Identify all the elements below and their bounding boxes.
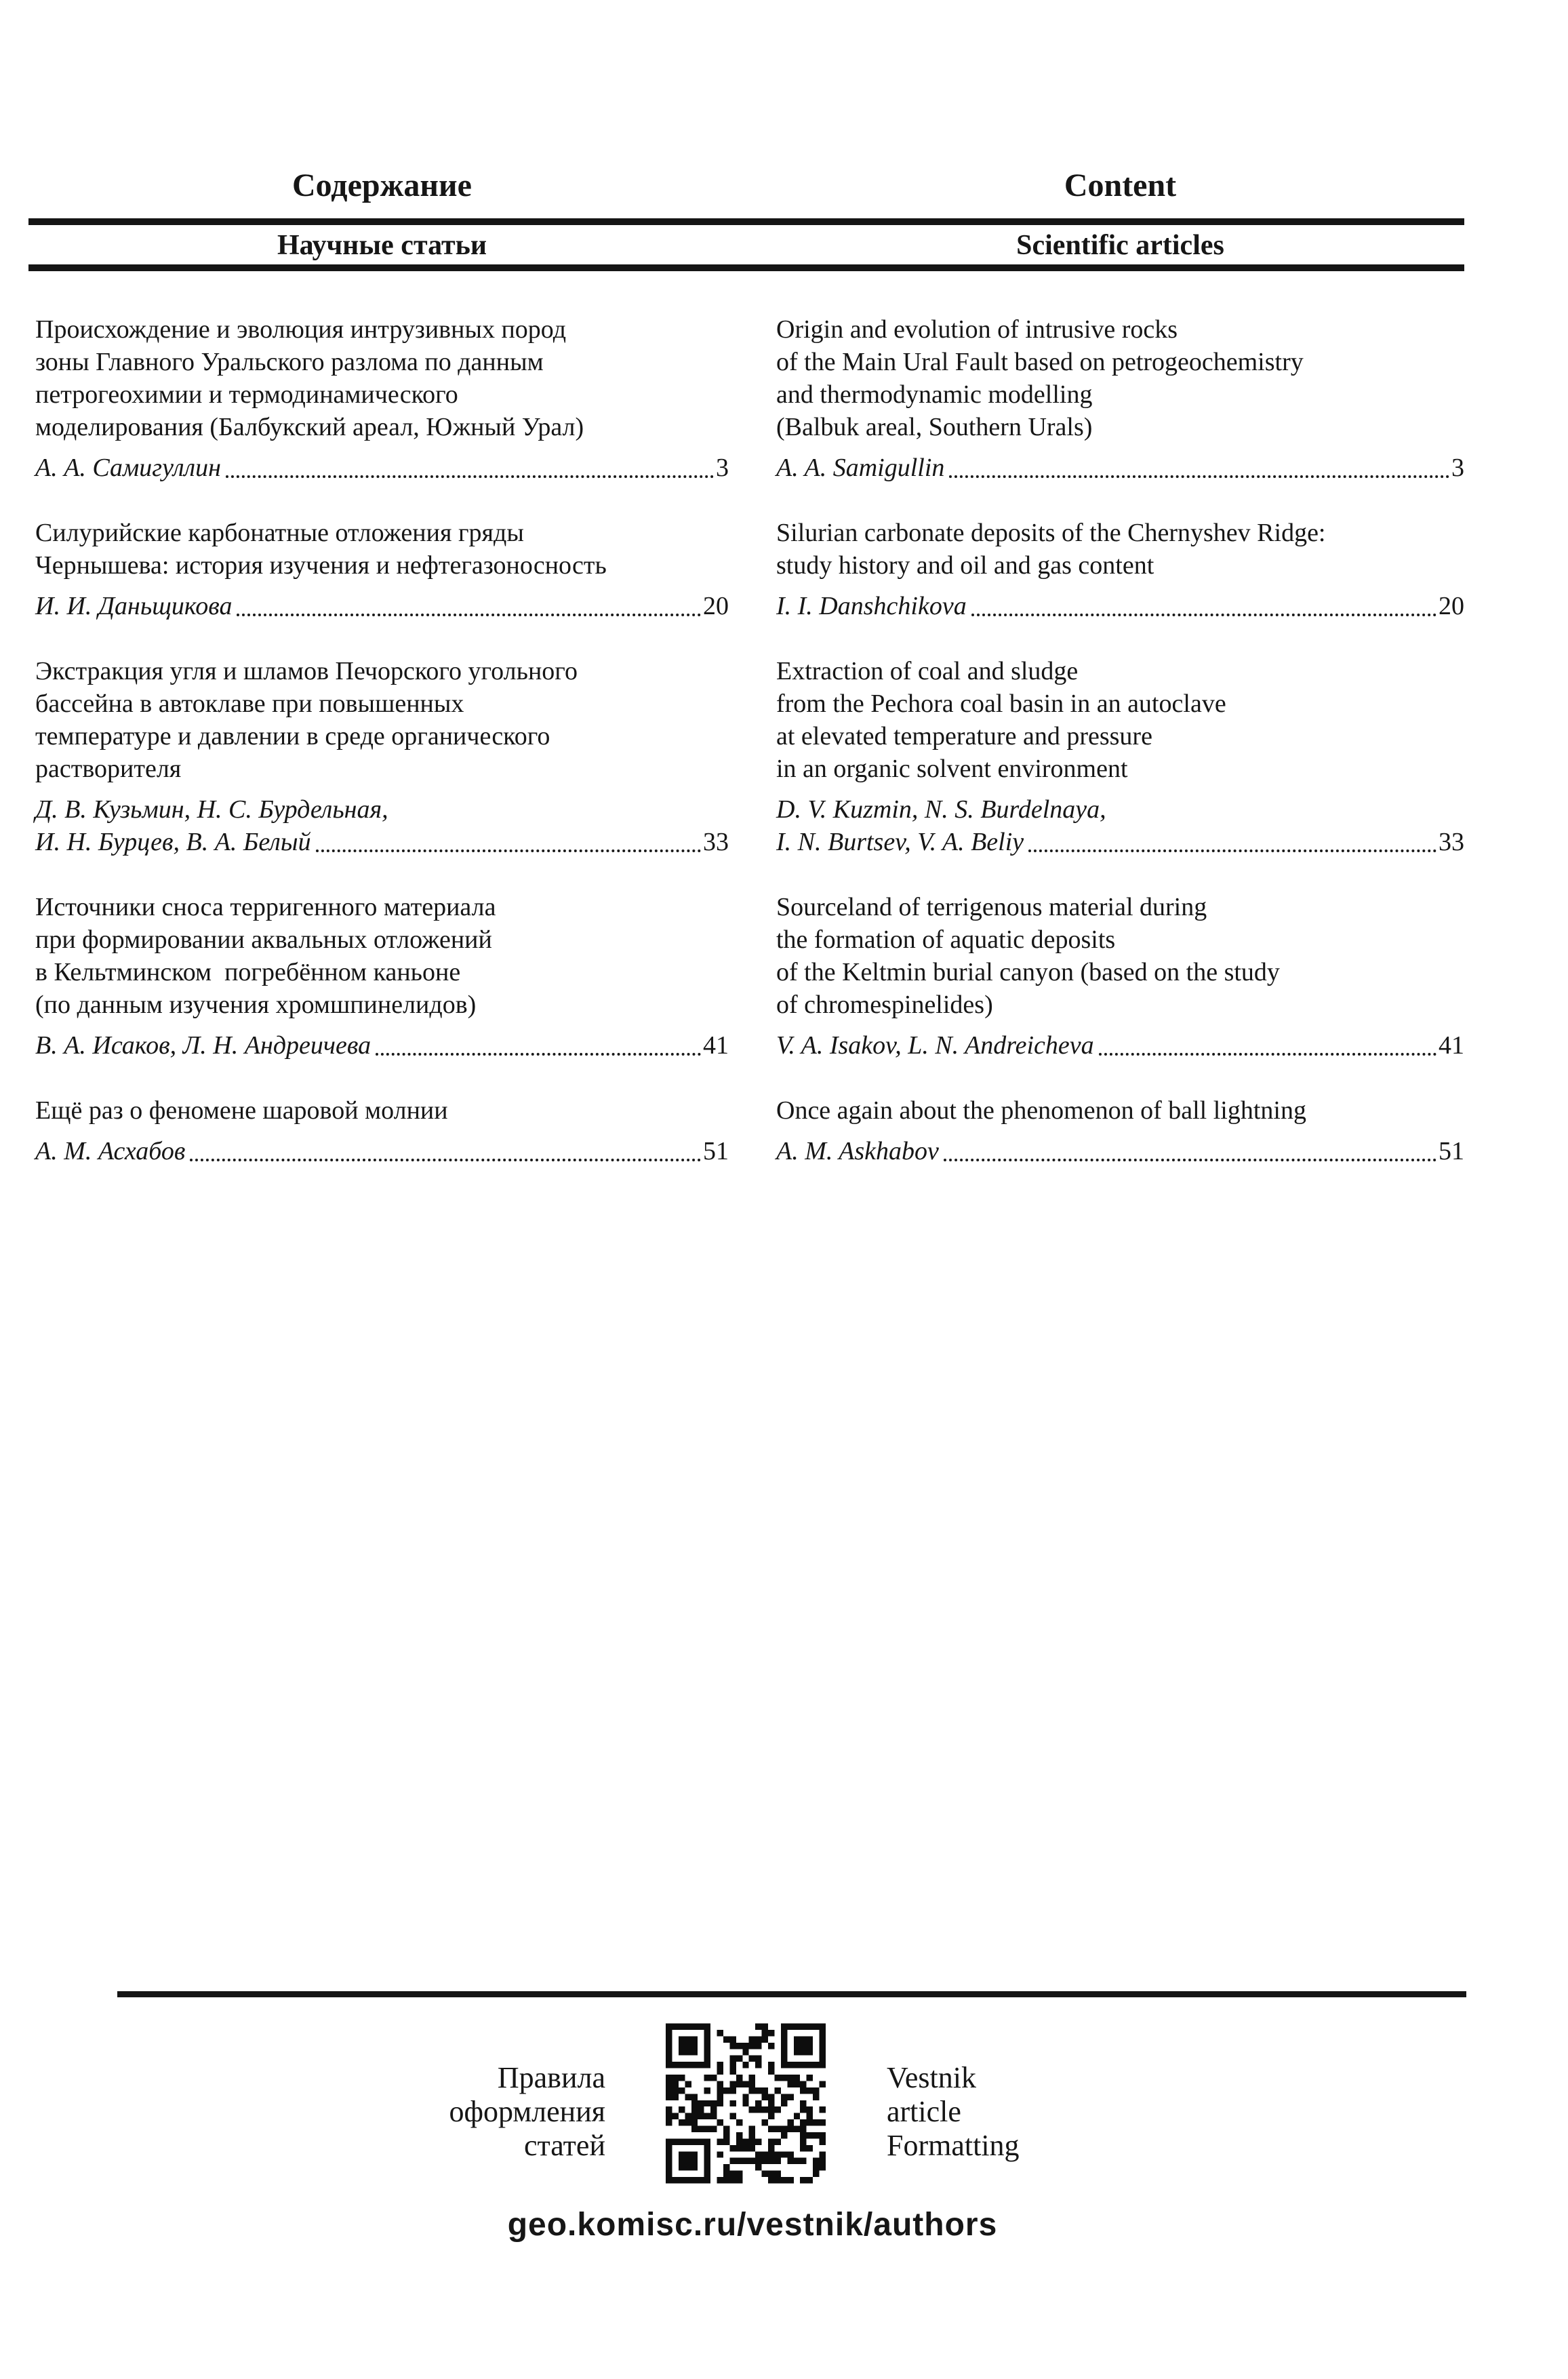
toc-entries bbox=[35, 313, 1464, 1200]
toc-entry bbox=[35, 517, 1464, 622]
entry-page-number: 41 bbox=[703, 1031, 729, 1060]
footer-label-en bbox=[887, 2061, 1020, 2163]
entry-title-line: растворителя bbox=[35, 755, 182, 783]
entry-title-line: моделирования (Балбукский ареал, Южный Урал) bbox=[35, 413, 584, 441]
footer-label-en-line: article bbox=[887, 2095, 961, 2128]
entry-title-line: Sourceland of terrigenous material during bbox=[776, 893, 1207, 921]
entry-title-line: зоны Главного Уральского разлома по данным bbox=[35, 348, 544, 376]
entry-column-ru bbox=[35, 891, 729, 1062]
entry-page-number: 51 bbox=[703, 1137, 729, 1165]
entry-author-line: D. V. Kuzmin, N. S. Burdelnaya, bbox=[776, 795, 1106, 824]
entry-author-line bbox=[35, 590, 729, 622]
toc-entry bbox=[35, 655, 1464, 858]
qr-code-icon bbox=[666, 2022, 826, 2185]
leader-dots bbox=[1028, 849, 1436, 852]
entry-title-line: Origin and evolution of intrusive rocks bbox=[776, 315, 1178, 344]
entry-author-line bbox=[776, 590, 1464, 622]
entry-page-number: 3 bbox=[716, 454, 729, 482]
entry-author-name: И. Н. Бурцев, В. А. Белый bbox=[35, 828, 311, 856]
leader-dots bbox=[237, 614, 701, 616]
entry-author-name: A. M. Askhabov bbox=[776, 1137, 939, 1165]
leader-dots bbox=[376, 1053, 701, 1056]
entry-column-ru bbox=[35, 517, 729, 622]
entry-title-line: and thermodynamic modelling bbox=[776, 380, 1093, 409]
entry-author-line bbox=[776, 1029, 1464, 1062]
entry-title-line: of chromespinelides) bbox=[776, 991, 993, 1019]
entry-title-line: the formation of aquatic deposits bbox=[776, 925, 1116, 954]
entry-title-line: в Кельтминском погребённом каньоне bbox=[35, 958, 461, 986]
entry-title-line: температуре и давлении в среде органического bbox=[35, 722, 550, 751]
entry-title-line: Once again about the phenomenon of ball lightning bbox=[776, 1096, 1306, 1125]
entry-page-number: 3 bbox=[1451, 454, 1464, 482]
entry-title-line: (по данным изучения хромшпинелидов) bbox=[35, 991, 477, 1019]
entry-author-name: А. М. Асхабов bbox=[35, 1137, 186, 1165]
top-divider bbox=[28, 218, 1464, 225]
page-header bbox=[35, 167, 1464, 204]
leader-dots bbox=[190, 1159, 701, 1161]
toc-entry bbox=[35, 313, 1464, 484]
footer-url: geo.komisc.ru/vestnik/authors bbox=[507, 2207, 998, 2243]
mid-divider bbox=[28, 264, 1464, 271]
entry-author-name: I. N. Burtsev, V. A. Beliy bbox=[776, 828, 1024, 856]
entry-author-name: А. А. Самигуллин bbox=[35, 454, 221, 482]
leader-dots bbox=[226, 475, 714, 478]
leader-dots bbox=[971, 614, 1436, 616]
entry-column-ru bbox=[35, 313, 729, 484]
entry-author-line bbox=[35, 1135, 729, 1167]
footer-label-ru-line: статей bbox=[524, 2129, 605, 2162]
entry-title-line: (Balbuk areal, Southern Urals) bbox=[776, 413, 1093, 441]
entry-title-line: при формировании аквальных отложений bbox=[35, 925, 492, 954]
entry-title-line: бассейна в автоклаве при повышенных bbox=[35, 689, 464, 718]
entry-title-line: at elevated temperature and pressure bbox=[776, 722, 1152, 751]
entry-title-line: Ещё раз о феномене шаровой молнии bbox=[35, 1096, 448, 1125]
entry-title-line: of the Main Ural Fault based on petrogeochemistry bbox=[776, 348, 1304, 376]
entry-author-name: В. А. Исаков, Л. Н. Андреичева bbox=[35, 1031, 371, 1060]
entry-column-ru bbox=[35, 655, 729, 858]
section-col-ru bbox=[35, 229, 729, 262]
footer-label-ru-line: Правила bbox=[497, 2061, 605, 2094]
entry-title-line: Силурийские карбонатные отложения гряды bbox=[35, 519, 524, 547]
leader-dots bbox=[944, 1159, 1436, 1161]
contents-title-en: Content bbox=[1064, 167, 1177, 203]
entry-page-number: 51 bbox=[1439, 1137, 1464, 1165]
contents-title-ru: Содержание bbox=[292, 167, 472, 203]
entry-title-line: Extraction of coal and sludge bbox=[776, 657, 1079, 685]
section-title-ru: Научные статьи bbox=[277, 230, 487, 261]
entry-author-line bbox=[776, 826, 1464, 858]
entry-column-en bbox=[776, 891, 1464, 1062]
entry-column-en bbox=[776, 313, 1464, 484]
entry-title-line: петрогеохимии и термодинамического bbox=[35, 380, 458, 409]
leader-dots bbox=[1099, 1053, 1436, 1056]
entry-author-name: A. A. Samigullin bbox=[776, 454, 945, 482]
entry-author-name: I. I. Danshchikova bbox=[776, 592, 967, 620]
entry-title-line: in an organic solvent environment bbox=[776, 755, 1128, 783]
toc-entry bbox=[35, 891, 1464, 1062]
entry-column-en bbox=[776, 1094, 1464, 1167]
entry-title-line: Чернышева: история изучения и нефтегазоносность bbox=[35, 551, 607, 580]
entry-page-number: 20 bbox=[1439, 592, 1464, 620]
entry-page-number: 41 bbox=[1439, 1031, 1464, 1060]
entry-column-en bbox=[776, 517, 1464, 622]
footer-label-en-line: Vestnik bbox=[887, 2061, 976, 2094]
footer-label-en-line: Formatting bbox=[887, 2129, 1020, 2162]
entry-page-number: 33 bbox=[1439, 828, 1464, 856]
entry-author-name: V. A. Isakov, L. N. Andreicheva bbox=[776, 1031, 1094, 1060]
entry-column-en bbox=[776, 655, 1464, 858]
entry-column-ru bbox=[35, 1094, 729, 1167]
footer-label-ru-line: оформления bbox=[449, 2095, 605, 2128]
entry-author-line bbox=[35, 1029, 729, 1062]
section-col-en bbox=[776, 229, 1464, 262]
entry-title-line: Silurian carbonate deposits of the Chernyshev Ridge: bbox=[776, 519, 1326, 547]
footer-divider bbox=[117, 1991, 1466, 1997]
entry-title-line: Происхождение и эволюция интрузивных пород bbox=[35, 315, 567, 344]
entry-page-number: 20 bbox=[703, 592, 729, 620]
entry-title-line: of the Keltmin burial canyon (based on the study bbox=[776, 958, 1280, 986]
header-col-en bbox=[776, 167, 1464, 204]
entry-author-line bbox=[776, 1135, 1464, 1167]
entry-title-line: Экстракция угля и шламов Печорского угольного bbox=[35, 657, 578, 685]
entry-author-line bbox=[35, 452, 729, 484]
entry-author-name: И. И. Даньщикова bbox=[35, 592, 233, 620]
toc-entry bbox=[35, 1094, 1464, 1167]
footer-label-ru bbox=[0, 2061, 605, 2163]
section-title-en: Scientific articles bbox=[1016, 230, 1224, 261]
entry-title-line: Источники сноса терригенного материала bbox=[35, 893, 496, 921]
entry-title-line: from the Pechora coal basin in an autoclave bbox=[776, 689, 1226, 718]
qr-code bbox=[666, 2022, 826, 2185]
leader-dots bbox=[316, 849, 701, 852]
entry-page-number: 33 bbox=[703, 828, 729, 856]
section-header bbox=[35, 229, 1464, 262]
entry-author-line bbox=[776, 452, 1464, 484]
entry-author-line bbox=[35, 826, 729, 858]
entry-author-line: Д. В. Кузьмин, Н. С. Бурдельная, bbox=[35, 795, 388, 824]
entry-title-line: study history and oil and gas content bbox=[776, 551, 1154, 580]
leader-dots bbox=[949, 475, 1449, 478]
header-col-ru bbox=[35, 167, 729, 204]
